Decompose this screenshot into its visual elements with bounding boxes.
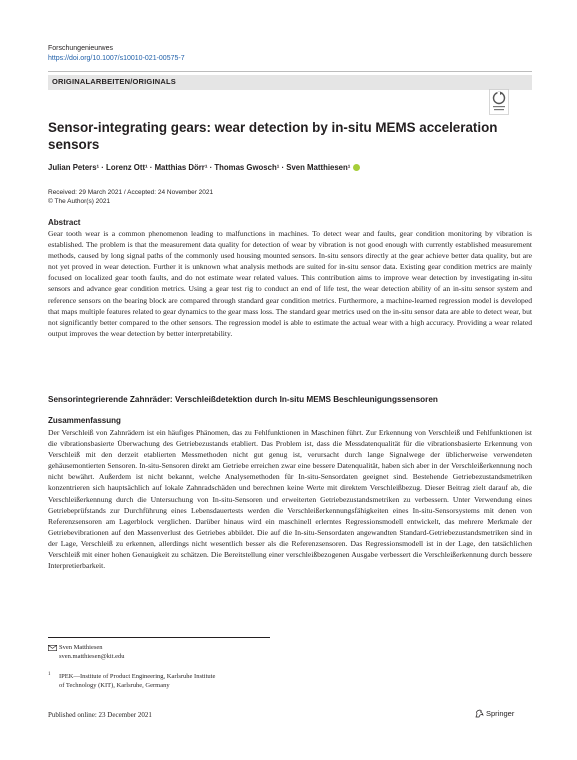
article-dates xyxy=(48,188,213,206)
footnote-divider xyxy=(48,637,270,638)
doi-link[interactable]: https://doi.org/10.1007/s10010-021-00575-7 xyxy=(48,55,185,62)
envelope-icon xyxy=(48,645,57,651)
copyright: © The Author(s) 2021 xyxy=(48,198,111,205)
article-title: Sensor-integrating gears: wear detection by in-situ MEMS acceleration sensors xyxy=(48,120,498,152)
authors-text: Julian Peters¹ · Lorenz Ott¹ · Matthias Dörr¹ · Thomas Gwosch¹ · Sven Matthiesen¹ xyxy=(48,163,351,172)
received-accepted: Received: 29 March 2021 / Accepted: 24 November 2021 xyxy=(48,189,214,196)
publisher-logo xyxy=(475,709,514,718)
corresponding-author xyxy=(59,643,125,661)
author-list xyxy=(48,163,360,172)
corresponding-email[interactable]: sven.matthiesen@kit.edu xyxy=(59,653,125,660)
orcid-icon[interactable] xyxy=(353,164,360,171)
affiliation xyxy=(59,672,215,690)
publisher-name: Springer xyxy=(486,709,515,718)
published-online: Published online: 23 December 2021 xyxy=(48,711,152,719)
german-title: Sensorintegrierende Zahnräder: Verschleißdetektion durch In-situ MEMS Beschleunigungssensoren xyxy=(48,395,438,404)
journal-name: Forschungenieurwes xyxy=(48,45,113,52)
affiliation-line-1: IPEK—Institute of Product Engineering, Karlsruhe Institute xyxy=(59,673,216,680)
check-for-updates-icon[interactable] xyxy=(489,89,509,115)
header-divider xyxy=(48,71,532,72)
affiliation-line-2: of Technology (KIT), Karlsruhe, Germany xyxy=(59,682,170,689)
section-label: ORIGINALARBEITEN/ORIGINALS xyxy=(52,77,176,86)
zusammenfassung-text: Der Verschleiß von Zahnrädern ist ein häufiges Phänomen, das zu Fehlfunktionen in Maschinen führt. Zur Erkennung von Verschleiß und Fehlfunktionen ist die vibrationsbasierte Überwachung des Getriebezustands etabliert. Das Problem ist, dass die Messdatenqualität für die vibrationsbasierte Erkennung von Verschleiß mit den derzeit etablierten Messmethoden nicht gut genug ist, verursacht durch lange Signalwege der üblicherweise verwendeten gehäusemontierten Sensoren. In-situ-Sensoren direkt am Getriebe erreichen zwar eine bessere Datenqualität, haben sich aber in der Verschleißerkennung noch nicht bewährt. Außerdem ist nicht bekannt, welche Analysemethoden für In-situ-Sensordaten geeignet sind. Bestehende Getriebezustandsmetriken konzentrieren sich hauptsächlich auf lokale Zahnradschäden und berechnen keine Werte mit direktem Verschleißbezug. Dieser Beitrag zielt darauf ab, die Verschleißerkennung durch die Untersuchung von In-situ-Sensoren und erweiterten Getriebezustandsmetriken zu verbessern. Unter Verwendung eines Getriebeprüfstands zur Durchführung eines Lebensdauertests werden die Verschleißerkennungsfähigkeiten eines In-situ-Sensorsystems mit denen von Referenzsensoren am Lagerblock verglichen. Darüber hinaus wird ein maschinell erlerntes Regressionsmodell entwickelt, das mehrere Merkmale der Getriebevibrationen auf den Massenverlust des Getriebes abbildet. Die auf die In-situ-Sensordaten angewandten Standard-Getriebezustandsmetriken sind in der Lage, Verschleiß zu erkennen, allerdings nicht wesentlich besser als die Referenzsensoren. Das Regressionsmodell ist in der Lage, den tatsächlichen Verschleiß mit einer hohen Genauigkeit zu schätzen. Die Bereitstellung einer verschleißbezogenen Ausgabe verbessert die Verschleißerkennung durch bessere Interpretierbarkeit. xyxy=(48,428,532,571)
abstract-heading: Abstract xyxy=(48,218,81,227)
affiliation-number: 1 xyxy=(48,672,51,677)
springer-horse-icon xyxy=(475,709,484,718)
corresponding-name: Sven Matthiesen xyxy=(59,644,103,651)
abstract-text: Gear tooth wear is a common phenomenon leading to malfunctions in machines. To detect wear and faults, gear condition monitoring by vibration is established. The problem is that the measurement data quality for detection of wear by vibration is not good enough with currently established measurement methods, caused by long signal paths of the commonly used housing mounted sensors. In-situ sensors directly at the gear achieve better data quality, but are not yet proved in wear detection. Further it is unknown what analysis methods are suited for in-situ sensor data. Existing gear condition metrics are mainly focused on localized gear tooth faults, and do not estimate wear related values. This contribution aims to improve wear detection by investigating in-situ sensors and advance gear condition metrics. Using a gear test rig to conduct an end of life test, the wear detection ability of an in-situ sensor system and reference sensors on the bearing block are compared through standard gear condition metrics. Furthermore, a machine-learned regression model is developed that maps multiple features related to gear dynamics to the gear mass loss. The standard gear metrics used on the in-situ sensor data are able to detect wear, but not significantly better compared to the other sensors. The regression model is able to estimate the actual wear with a high accuracy. Providing a wear related output improves the wear detection by better interpretability. xyxy=(48,229,532,338)
zusammenfassung-heading: Zusammenfassung xyxy=(48,416,121,425)
section-bar xyxy=(48,75,532,90)
